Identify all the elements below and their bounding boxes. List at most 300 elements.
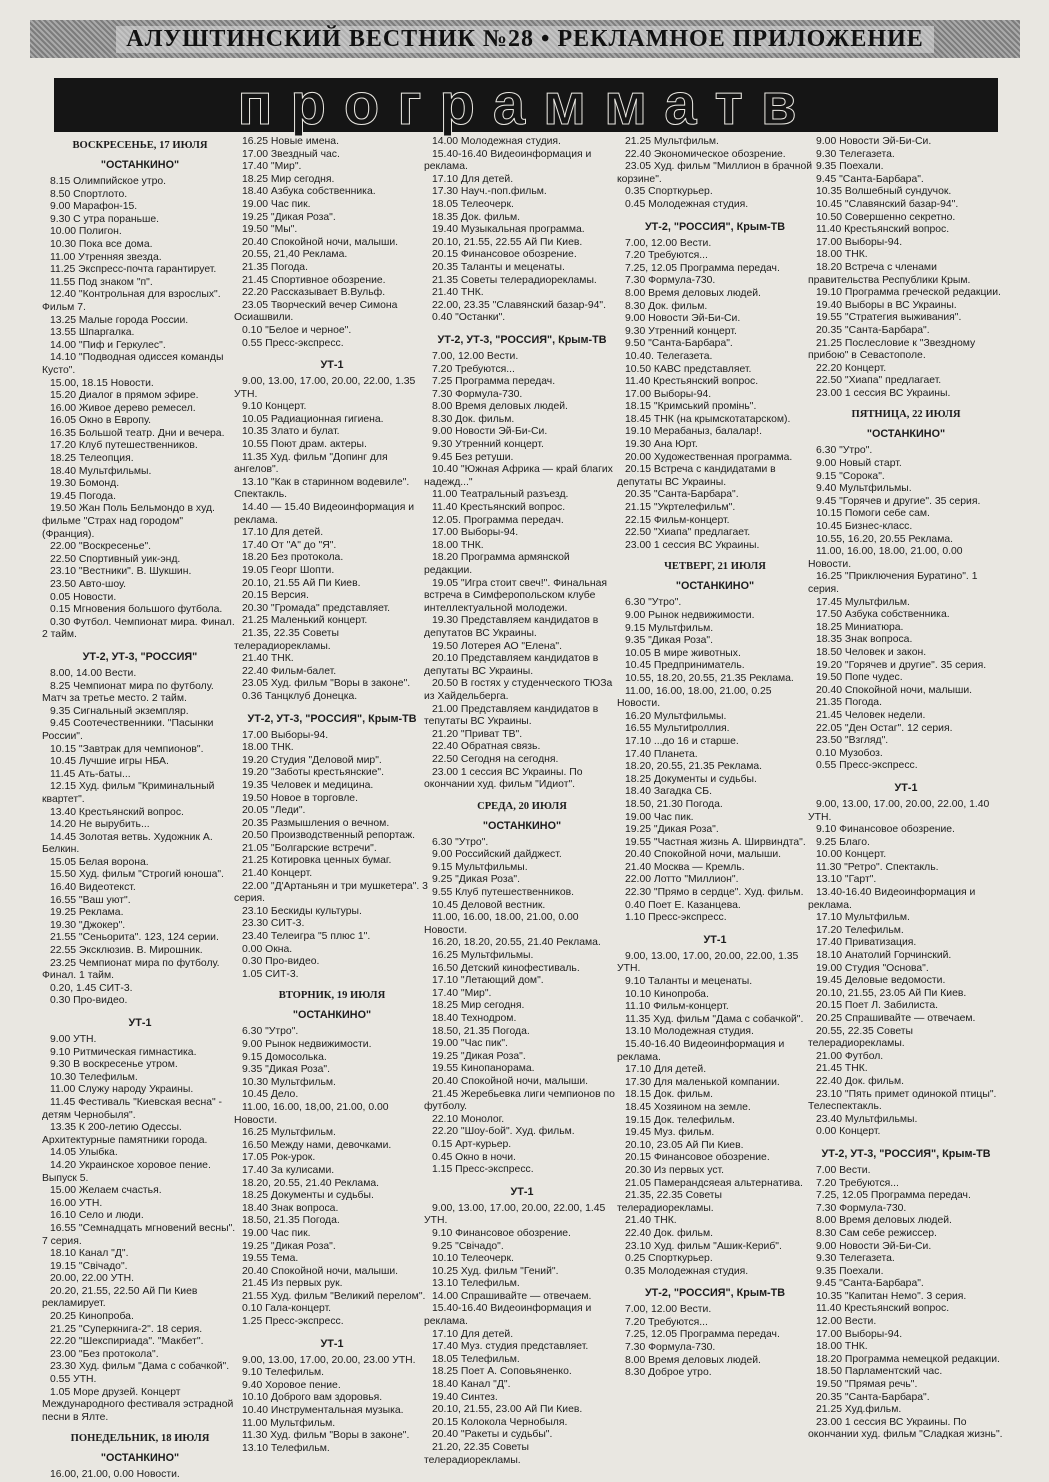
program-item: 15.40-16.40 Видеоинформация и реклама. xyxy=(424,1303,592,1328)
program-item: 19.20 "Горячев и другие". 35 серия. xyxy=(816,659,987,671)
program-item: 20.10, 23.05 Ай Пи Киев. xyxy=(625,1139,744,1151)
program-item: 1.15 Пресс-экспресс. xyxy=(432,1164,534,1176)
program-item: 19.10 Программа греческой редакции. xyxy=(816,287,1001,299)
program-item: 19.00 Час пик. xyxy=(242,1227,311,1239)
channel-heading: "ОСТАНКИНО" xyxy=(675,580,755,593)
program-item: 20.15 Версия. xyxy=(242,590,309,602)
program-item: 20.10, 21.55, 22.55 Ай Пи Киев. xyxy=(432,236,583,248)
program-item: 6.30 "Утро". xyxy=(242,1026,299,1038)
program-item: 20.15 Финансовое обозрение. xyxy=(625,1152,770,1164)
listing-column-5 xyxy=(808,136,1004,1462)
program-item: 21.40 ТНК. xyxy=(625,1215,677,1227)
program-item: 23.40 Телеигра "5 плюс 1". xyxy=(242,931,371,943)
program-item: 19.45 Муз. фильм. xyxy=(625,1127,715,1139)
program-item: 9.25 Благо. xyxy=(816,836,870,848)
program-item: 10.55, 16.20, 20.55 Реклама. xyxy=(816,533,954,545)
program-item: 22.40 Фильм-балет. xyxy=(242,665,337,677)
program-item: 11.30 "Ретро". Спектакль. xyxy=(816,861,939,873)
program-item: 9.00, 13.00, 17.00, 20.00, 22.00, 1.35 УТН. xyxy=(617,950,799,975)
program-item: 9.50 "Санта-Барбара". xyxy=(625,338,733,350)
program-item: 18.25 Поет А. Соповьяненко. xyxy=(432,1366,572,1378)
program-item: 17.40 "Мир". xyxy=(242,161,302,173)
program-item: 6.30 "Утро". xyxy=(625,597,682,609)
program-item: 17.00 Выборы-94. xyxy=(242,729,329,741)
day-heading: СРЕДА, 20 ИЮЛЯ xyxy=(477,800,567,812)
program-item: 7.25, 12.05 Программа передач. xyxy=(816,1190,971,1202)
program-item: 19.25 "Дикая Роза". xyxy=(242,1240,336,1252)
program-item: 18.40 Знак вопроса. xyxy=(242,1202,339,1214)
program-item: 18.15 "Кримський промінь". xyxy=(625,401,757,413)
program-item: 19.05 "Игра стоит свеч!". Финальная встреча в Симферопольском клубе интеллектуальной молодежи. xyxy=(424,577,607,614)
program-item: 20.40 Спокойной ночи, малыши. xyxy=(432,1075,589,1087)
program-item: 23.05 Творческий вечер Симона Осиашвили. xyxy=(234,299,398,324)
newspaper-banner xyxy=(30,20,1020,58)
program-item: 13.10 Молодежная студия. xyxy=(625,1026,754,1038)
program-item: 12.40 "Контрольная для взрослых". Фильм 7. xyxy=(42,289,221,313)
program-item: 15.00, 18.15 Новости. xyxy=(50,377,154,389)
program-item: 17.00 Выборы-94. xyxy=(432,527,519,539)
program-item: 20.55, 22.35 Советы телерадиорекламы. xyxy=(808,1025,914,1050)
program-item: 19.50 "Прямая речь". xyxy=(816,1379,918,1391)
program-item: 22.00 "Воскресенье". xyxy=(50,541,152,553)
program-item: 23.10 "Пять примет одинокой птицы". Телеспектакль. xyxy=(808,1088,997,1113)
program-item: 0.30 Футбол. Чемпионат мира. Финал. 2 тайм. xyxy=(42,616,235,641)
program-item: 10.45 Бизнес-класс. xyxy=(816,521,913,533)
program-item: 9.00 Новости Эй-Би-Си. xyxy=(432,426,548,438)
program-item: 9.30 В воскресенье утром. xyxy=(50,1059,178,1071)
program-item: 9.10 Ритмическая гимнастика. xyxy=(50,1046,197,1058)
program-item: 21.40 Москва — Кремль. xyxy=(625,861,745,873)
program-item: 20.15 Финансовое обозрение. xyxy=(432,249,577,261)
program-item: 9.00 Рынок недвижимости. xyxy=(242,1039,372,1050)
program-item: 0.00 Концерт. xyxy=(816,1126,881,1138)
program-item: 23.00 1 сессия ВС Украины. По окончании худ. фильм "Идиот". xyxy=(424,766,583,791)
program-item: 20.40 "Ракеты и судьбы". xyxy=(432,1429,553,1441)
program-item: 11.45 Фестиваль "Киевская весна" - детям Чернобыля". xyxy=(42,1096,223,1121)
program-item: 13.35 К 200-летию Одессы. Архитектурные памятники города. xyxy=(42,1122,208,1146)
program-item: 0.15 Арт-курьер. xyxy=(432,1138,512,1150)
program-item: 21.05 Памерандсяеая альтернатива. xyxy=(625,1177,803,1189)
program-item: 7.20 Требуются... xyxy=(432,363,515,375)
program-item: 18.00 ТНК. xyxy=(816,1341,868,1353)
program-item: 10.15 Помоги себе сам. xyxy=(816,508,930,520)
program-item: 8.00 Время деловых людей. xyxy=(816,1215,952,1227)
program-item: 16.20, 18.20, 20.55, 21.40 Реклама. xyxy=(432,937,601,949)
program-item: 17.40 Планета. xyxy=(625,748,698,760)
program-item: 17.10 ...до 16 и старше. xyxy=(625,735,739,747)
program-item: 7.20 Требуются... xyxy=(625,250,708,262)
program-item: 10.40 Инструментальная музыка. xyxy=(242,1405,404,1417)
program-item: 15.50 Худ. фильм "Строгий юноша". xyxy=(50,869,224,881)
program-item: 1.05 СИТ-3. xyxy=(242,968,299,980)
channel-heading: УТ-1 xyxy=(510,1185,534,1198)
program-item: 18.40 Канал "Д". xyxy=(432,1379,511,1391)
program-item: 9.00 Новый старт. xyxy=(816,458,902,470)
program-item: 16.35 Большой театр. Дни и вечера. xyxy=(50,427,225,439)
program-item: 18.25 Мир сегодня. xyxy=(242,173,335,185)
program-item: 21.20, 22.35 Советы телерадиорекламы. xyxy=(424,1442,530,1466)
program-item: 11.40 Крестьянский вопрос. xyxy=(432,502,566,514)
program-item: 19.00 Час пик. xyxy=(242,198,311,210)
program-item: 19.00 Час пик. xyxy=(625,811,694,823)
program-item: 8.00 Время деловых людей. xyxy=(625,1354,761,1366)
program-item: 21.25 Мультфильм. xyxy=(625,136,719,147)
program-item: 19.25 "Дикая Роза". xyxy=(432,1050,526,1062)
program-item: 22.30 "Прямо в сердце". Худ. фильм. xyxy=(625,887,804,899)
program-item: 9.15 Мультфильм. xyxy=(625,622,714,634)
program-item: 19.30 "Джокер". xyxy=(50,919,126,931)
program-item: 7.20 Требуются... xyxy=(625,1316,708,1328)
program-item: 17.20 Телефильм. xyxy=(816,924,904,936)
program-item: 22.20 Рассказывает В.Вульф. xyxy=(242,287,386,299)
program-item: 20.35 "Санта-Барбара". xyxy=(816,1391,930,1403)
program-item: 21.25 Котировка ценных бумаг. xyxy=(242,855,392,867)
program-item: 20.40 Спокойной ночи, малыши. xyxy=(816,684,973,696)
program-item: 18.50 Парламентский час. xyxy=(816,1366,943,1378)
program-item: 0.35 Молодежная студия. xyxy=(625,1265,749,1277)
program-item: 17.10 "Летающий дом". xyxy=(432,975,544,987)
program-item: 13.10 "Гарт". xyxy=(816,874,877,886)
channel-heading: УТ-1 xyxy=(320,1337,344,1350)
program-item: 21.05 "Болгарские встречи". xyxy=(242,842,377,854)
program-block xyxy=(808,409,1004,772)
program-item: 22.50 Сегодня на сегодня. xyxy=(432,753,559,765)
program-item: 22.40 Док. фильм. xyxy=(625,1227,714,1239)
program-item: 19.40 Музыкальная программа. xyxy=(432,224,585,236)
program-item: 9.45 "Санта-Барбара". xyxy=(816,173,924,185)
program-item: 23.00 1 сессия ВС Украины. xyxy=(625,539,760,551)
program-item: 22.40 Док. фильм. xyxy=(816,1075,905,1087)
program-item: 8.30 Док. фильм. xyxy=(432,413,515,425)
program-item: 21.55 Худ. фильм "Великий перелом". xyxy=(242,1290,426,1302)
program-item: 14.10 "Подводная одиссея команды Кусто". xyxy=(42,352,224,376)
program-item: 21.40 ТНК. xyxy=(432,287,484,299)
program-block xyxy=(234,990,430,1328)
program-item: 19.50 Лотерея АО "Елена". xyxy=(432,640,562,652)
program-item: 11.00 Утренняя звезда. xyxy=(50,251,162,263)
program-item: 9.30 Утренний концерт. xyxy=(625,325,737,337)
program-item: 7.30 Формула-730. xyxy=(432,388,523,400)
program-item: 9.00, 13.00, 17.00, 20.00, 23.00 УТН. xyxy=(242,1354,416,1366)
program-item: 11.45 Ать-баты... xyxy=(50,768,131,780)
program-block xyxy=(808,136,1004,400)
program-item: 9.40 Хоровое пение. xyxy=(242,1379,341,1391)
program-item: 19.40 Выборы в ВС Украины. xyxy=(816,299,957,311)
program-item: 20.15 Колокола Чернобыля. xyxy=(432,1416,568,1428)
program-item: 0.35 Спорткурьер. xyxy=(625,186,713,198)
program-item: 23.10 Бескиды культуры. xyxy=(242,905,362,917)
program-item: 1.25 Пресс-экспресс. xyxy=(242,1316,344,1328)
program-item: 8.25 Чемпионат мира по футболу. Матч за третье место. 2 тайм. xyxy=(42,680,214,705)
program-item: 0.45 Молодежная студия. xyxy=(625,198,749,210)
program-item: 21.45 ТНК. xyxy=(816,1063,868,1075)
program-item: 7.25 Программа передач. xyxy=(432,376,556,388)
program-item: 14.20 Украинское хоровое пение. Выпуск 5. xyxy=(42,1159,211,1184)
program-item: 17.05 Рок-урок. xyxy=(242,1152,316,1164)
program-item: 21.35 Советы телерадиорекламы. xyxy=(432,274,597,286)
program-item: 12.05. Программа передач. xyxy=(432,514,564,526)
program-item: 17.40 От "А" до "Я". xyxy=(242,539,337,551)
program-item: 17.10 Мультфильм. xyxy=(816,912,910,924)
program-item: 19.55 Кинопанорама. xyxy=(432,1063,535,1075)
banner-title: АЛУШТИНСКИЙ ВЕСТНИК №28 • РЕКЛАМНОЕ ПРИЛОЖЕНИЕ xyxy=(116,26,934,53)
program-item: 17.10 Для детей. xyxy=(432,173,514,185)
program-item: 17.30 Для маленькой компании. xyxy=(625,1076,780,1088)
program-item: 18.00 ТНК. xyxy=(242,742,294,754)
program-block xyxy=(234,1338,430,1456)
program-item: 9.00 Рынок недвижимости. xyxy=(625,610,755,621)
program-item: 10.00 Полигон. xyxy=(50,226,122,238)
program-item: 16.05 Окно в Европу. xyxy=(50,415,152,427)
program-item: 20.10, 21.55, 23.00 Ай Пи Киев. xyxy=(432,1404,583,1416)
day-heading: ПОНЕДЕЛЬНИК, 18 ИЮЛЯ xyxy=(70,1433,210,1445)
program-block xyxy=(234,359,430,703)
program-item: 21.25 Маленький концерт. xyxy=(242,615,368,627)
program-item: 18.40 Технодром. xyxy=(432,1013,517,1024)
program-item: 22.40 Экономическое обозрение. xyxy=(625,148,786,160)
program-item: 10.45 Дело. xyxy=(242,1089,299,1101)
program-item: 12.00 Вести. xyxy=(816,1316,877,1328)
program-item: 10.30 Телефильм. xyxy=(50,1071,138,1083)
program-item: 13.25 Малые города России. xyxy=(50,314,189,326)
program-item: 15.05 Белая ворона. xyxy=(50,856,149,868)
program-item: 19.15 Док. телефильм. xyxy=(625,1114,735,1126)
program-item: 10.50 КАВС представляет. xyxy=(625,363,752,375)
program-item: 10.30 Мультфильм. xyxy=(242,1076,336,1088)
program-item: 9.45 "Горячев и другие". 35 серия. xyxy=(816,495,981,507)
program-item: 0.10 Гала-концерт. xyxy=(242,1303,332,1315)
program-item: 18.00 ТНК. xyxy=(432,539,484,551)
program-item: 11.25 Экспресс-почта гарантирует. xyxy=(50,264,217,276)
program-item: 22.20 Концерт. xyxy=(816,362,887,374)
program-block xyxy=(808,1148,1004,1442)
program-item: 17.40 За кулисами. xyxy=(242,1164,335,1176)
program-item: 14.00 Спрашивайте — отвечаем. xyxy=(432,1290,592,1302)
program-item: 13.10 Телефильм. xyxy=(432,1278,520,1290)
program-item: 20.30 Из первых уст. xyxy=(625,1164,725,1176)
program-item: 9.10 Финансовое обозрение. xyxy=(816,824,955,836)
program-item: 11.00, 16.00, 18.00, 21.00, 0.00 Новости. xyxy=(808,546,963,570)
program-item: 21.35 Погода. xyxy=(242,261,308,273)
program-item: 0.10 Музобоз. xyxy=(816,747,883,759)
program-item: 22.00 "Д'Артаньян и три мушкетера". 3 серия. xyxy=(234,880,428,905)
program-item: 9.15 Мультфильмы. xyxy=(432,861,528,873)
program-item: 19.35 Человек и медицина. xyxy=(242,779,374,791)
program-item: 16.00 Живое дерево ремесел. xyxy=(50,402,196,414)
program-item: 17.40 Муз. студия представляет. xyxy=(432,1341,589,1353)
program-item: 21.35 Погода. xyxy=(816,697,882,709)
program-item: 20.00 Художественная программа. xyxy=(625,451,793,463)
program-item: 20.10, 21.55 Ай Пи Киев. xyxy=(242,577,361,589)
program-item: 16.40 Видеотекст. xyxy=(50,882,136,894)
program-item: 9.25 "Дикая Роза". xyxy=(432,874,520,886)
program-block xyxy=(617,561,813,924)
program-item: 9.35 "Дикая Роза". xyxy=(625,635,713,647)
program-item: 8.00 Время деловых людей. xyxy=(432,401,568,413)
program-item: 1.10 Пресс-экспресс. xyxy=(625,912,727,924)
program-item: 18.20 Программа армянской редакции. xyxy=(424,552,570,576)
program-item: 8.50 Спортлото. xyxy=(50,188,128,200)
program-item: 18.50, 21.30 Погода. xyxy=(625,798,723,810)
program-item: 20.00, 22.00 УТН. xyxy=(50,1273,135,1285)
program-item: 9.00 УТН. xyxy=(50,1034,97,1045)
program-item: 7.30 Формула-730. xyxy=(625,275,716,287)
program-item: 11.00, 16.00, 18.00, 21.00, 0.25 Новости. xyxy=(617,685,772,710)
program-item: 18.45 Хозяином на земле. xyxy=(625,1101,751,1113)
program-block xyxy=(424,334,620,792)
program-item: 23.30 Худ. фильм "Дама с собачкой". xyxy=(50,1361,230,1373)
program-item: 21.40 Концерт. xyxy=(242,868,313,880)
program-item: 17.20 Клуб путешественников. xyxy=(50,440,198,452)
program-item: 19.05 Георг Шопти. xyxy=(242,565,335,576)
program-item: 9.10 Финансовое обозрение. xyxy=(432,1227,571,1239)
program-item: 16.50 Между нами, девочками. xyxy=(242,1139,392,1151)
program-item: 15.40-16.40 Видеоинформация и реклама. xyxy=(424,148,592,173)
program-item: 13.40 Крестьянский вопрос. xyxy=(50,806,184,818)
program-item: 19.45 Погода. xyxy=(50,490,116,502)
program-item: 19.50 Жан Поль Бельмондо в худ. фильме "Страх над городом" (Франция). xyxy=(42,503,215,540)
program-item: 8.30 Док. фильм. xyxy=(625,300,708,312)
listing-column-2 xyxy=(234,136,430,1462)
day-heading: ЧЕТВЕРГ, 21 ИЮЛЯ xyxy=(664,561,766,573)
program-item: 8.30 Доброе утро. xyxy=(625,1367,712,1379)
program-item: 9.40 Мультфильмы. xyxy=(816,483,912,495)
program-item: 18.05 Телеочерк. xyxy=(432,198,514,210)
program-item: 10.15 "Завтрак для чемпионов". xyxy=(50,743,204,755)
program-item: 9.15 "Сорока". xyxy=(816,470,885,482)
program-item: 9.45 "Санта-Барбара". xyxy=(816,1278,924,1290)
program-item: 22.20 "Шекспириада". "Макбет". xyxy=(50,1336,204,1348)
program-item: 19.15 "Свічадо". xyxy=(50,1260,128,1272)
program-item: 21.45 Человек недели. xyxy=(816,709,926,721)
program-item: 10.05 Радиационная гигиена. xyxy=(242,413,384,425)
program-item: 10.45 Деловой вестник. xyxy=(432,899,546,911)
program-item: 18.25 Миниатюра. xyxy=(816,621,904,633)
program-item: 17.00 Звездный час. xyxy=(242,148,340,160)
program-item: 8.00, 14.00 Вести. xyxy=(50,667,137,679)
program-item: 10.55 Поют драм. актеры. xyxy=(242,439,367,451)
program-block xyxy=(617,221,813,553)
program-item: 18.15 Док. фильм. xyxy=(625,1089,714,1101)
day-heading: ПЯТНИЦА, 22 ИЮЛЯ xyxy=(851,409,961,421)
program-item: 22.50 Спортивный уик-энд. xyxy=(50,553,181,565)
program-item: 23.50 "Взгляд". xyxy=(816,735,889,747)
program-item: 10.00 Концерт. xyxy=(816,849,887,861)
program-item: 19.20 Студия "Деловой мир". xyxy=(242,754,382,766)
channel-heading: УТ-2, "РОССИЯ", Крым-ТВ xyxy=(644,1287,786,1300)
program-item: 16.55 Мультиtроллия. xyxy=(625,723,730,735)
channel-heading: УТ-1 xyxy=(320,359,344,372)
program-item: 17.10 Для детей. xyxy=(625,1064,707,1076)
program-item: 16.50 Детский кинофестиваль. xyxy=(432,962,580,974)
program-block xyxy=(234,136,430,350)
program-item: 20.35 Таланты и меценаты. xyxy=(432,261,565,273)
program-item: 12.15 Худ. фильм "Криминальный квартет". xyxy=(42,781,215,805)
program-item: 6.30 "Утро". xyxy=(816,445,873,457)
program-item: 14.05 Улыбка. xyxy=(50,1147,118,1159)
channel-heading: УТ-2, УТ-3, "РОССИЯ", Крым-ТВ xyxy=(247,712,417,725)
program-item: 22.50 "Хиапа" предлагает. xyxy=(816,375,942,387)
program-item: 18.40 Мультфильмы. xyxy=(50,465,152,477)
program-item: 18.40 Загадка СБ. xyxy=(625,786,712,798)
program-item: 0.00 Окна. xyxy=(242,943,293,955)
program-item: 21.20 "Приват ТВ". xyxy=(432,728,523,740)
program-item: 22.15 Фильм-концерт. xyxy=(625,514,730,526)
program-item: 15.40-16.40 Видеоинформация и реклама. xyxy=(617,1039,785,1063)
program-item: 0.20, 1.45 СИТ-3. xyxy=(50,982,133,994)
channel-heading: УТ-2, "РОССИЯ", Крым-ТВ xyxy=(644,220,786,233)
program-item: 23.50 Авто-шоу. xyxy=(50,579,127,590)
program-item: 11.55 Под знаком "п". xyxy=(50,276,153,288)
program-item: 11.35 Худ. фильм "Допинг для ангелов". xyxy=(234,451,388,476)
program-item: 21.55 "Сеньорита". 123, 124 серии. xyxy=(50,932,219,944)
listing-column-3 xyxy=(424,136,620,1466)
program-item: 19.30 Бомонд. xyxy=(50,478,120,490)
program-item: 17.45 Мультфильм. xyxy=(816,596,910,608)
program-item: 19.50 Попе чудес. xyxy=(816,672,903,684)
program-item: 18.25 Документы и судьбы. xyxy=(625,773,757,785)
program-item: 8.15 Олимпийское утро. xyxy=(50,176,167,187)
program-item: 13.10 "Как в старинном водевиле". Спектакль. xyxy=(234,476,410,501)
program-item: 20.10 Представляем кандидатов в депутаты ВС Украины. xyxy=(424,653,599,677)
program-item: 9.30 Телегазета. xyxy=(816,1253,895,1265)
program-item: 15.20 Диалог в прямом эфире. xyxy=(50,390,199,402)
program-block xyxy=(42,1017,238,1424)
program-item: 10.25 Худ. фильм "Гений". xyxy=(432,1265,559,1277)
program-item: 18.20 Встреча с членами правительства Республики Крым. xyxy=(808,261,971,286)
program-block xyxy=(424,801,620,1177)
program-item: 9.35 Сигнальный экземпляр. xyxy=(50,705,189,717)
program-item: 10.40 "Южная Африка — край благих надежд..." xyxy=(424,464,613,488)
program-item: 21.45 Из первых рук. xyxy=(242,1278,343,1290)
program-item: 0.25 Спорткурьер. xyxy=(625,1253,713,1265)
program-item: 9.45 Соотечественники. "Пасынки России". xyxy=(42,718,214,742)
program-item: 9.10 Телефильм. xyxy=(242,1367,325,1379)
program-item: 11.30 Худ. фильм "Воры в законе". xyxy=(242,1430,410,1442)
program-item: 23.05 Худ. фильм "Воры в законе". xyxy=(242,678,411,690)
program-item: 10.45 "Славянский базар-94". xyxy=(816,198,959,210)
program-item: 18.05 Телефильм. xyxy=(432,1353,520,1365)
program-item: 18.50 Человек и закон. xyxy=(816,646,927,658)
program-item: 19.40 Синтез. xyxy=(432,1391,498,1403)
program-item: 11.00, 16.00, 18.00, 21.00, 0.00 Новости. xyxy=(424,912,579,936)
program-item: 19.30 Ана Юрт. xyxy=(625,439,698,451)
program-item: 7.00, 12.00 Вести. xyxy=(625,237,712,249)
program-item: 21.25 "Суперкнига-2". 18 серия. xyxy=(50,1323,203,1335)
program-item: 19.10 Мерабаныз, балалар!. xyxy=(625,426,762,438)
program-item: 11.35 Худ. фильм "Дама с собачкой". xyxy=(625,1013,804,1025)
program-item: 9.25 "Свічадо". xyxy=(432,1240,504,1252)
program-item: 21.45 Спортивное обозрение. xyxy=(242,274,386,286)
program-block xyxy=(424,1186,620,1467)
program-item: 9.55 Клуб путешественников. xyxy=(432,887,574,899)
program-item: 10.10 Телеочерк. xyxy=(432,1253,514,1265)
program-item: 18.20 Программа немецкой редакции. xyxy=(816,1353,1000,1365)
program-item: 10.35 Волшебный сундучок. xyxy=(816,186,952,198)
program-item: 22.40 Обратная связь. xyxy=(432,741,541,753)
listing-column-1 xyxy=(42,136,238,1481)
program-item: 10.35 Злато и булат. xyxy=(242,426,340,438)
program-item: 9.00 Новости Эй-Би-Си. xyxy=(625,313,741,325)
program-item: 20.05 "Леди". xyxy=(242,805,306,817)
program-item: 20.30 "Громада" представляет. xyxy=(242,602,391,614)
channel-heading: УТ-1 xyxy=(703,933,727,946)
program-item: 21.45 Жеребьевка лиги чемпионов по футболу. xyxy=(424,1088,615,1113)
program-item: 18.35 Знак вопроса. xyxy=(816,634,913,646)
program-item: 17.00 Выборы-94. xyxy=(816,1328,903,1340)
program-item: 17.10 Для детей. xyxy=(432,1328,514,1340)
program-item: 23.40 Мультфильмы. xyxy=(816,1113,918,1125)
